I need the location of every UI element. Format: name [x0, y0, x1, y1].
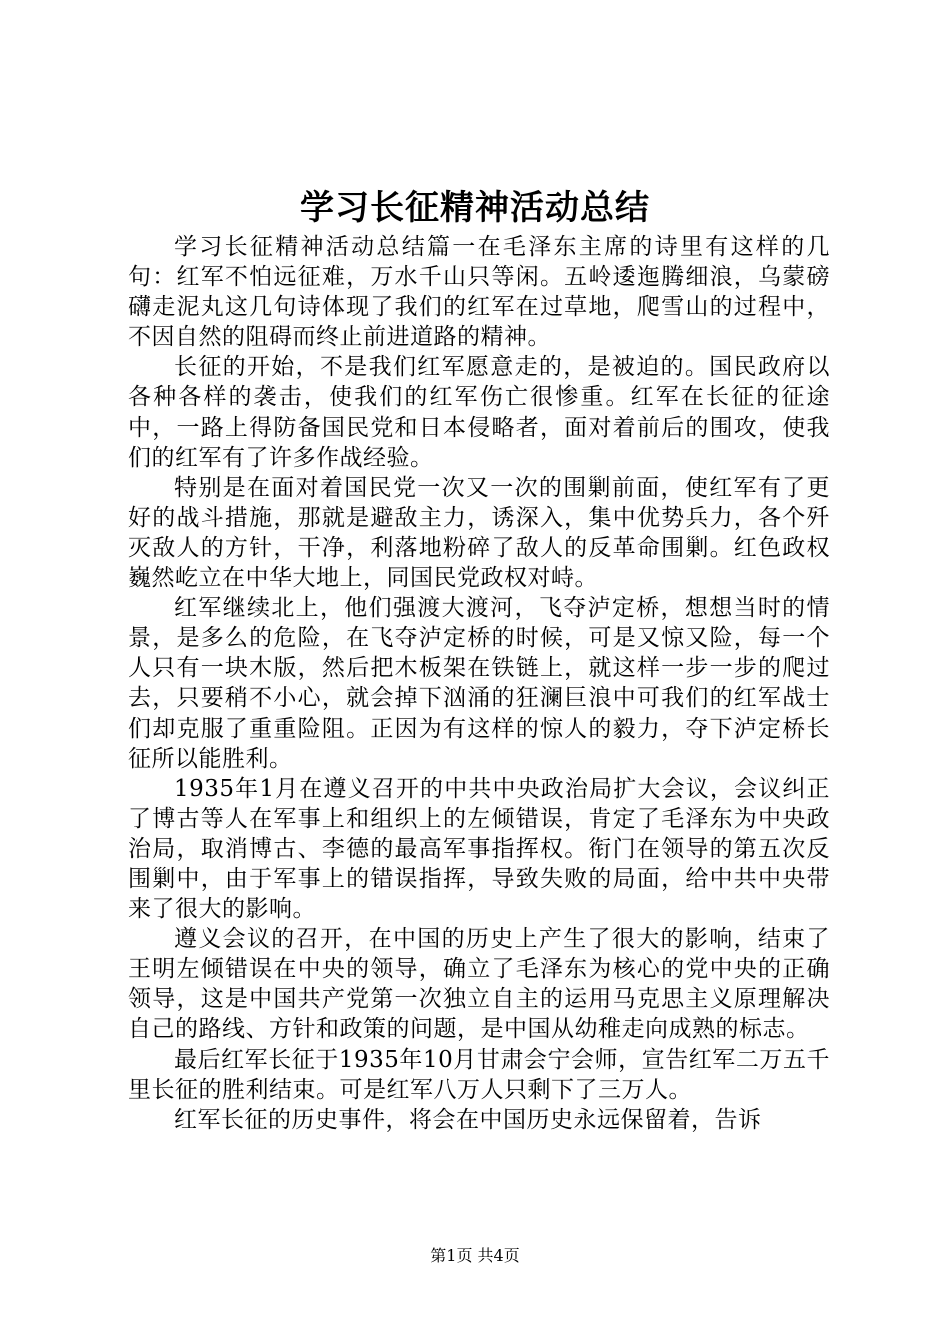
page-number-footer: 第1页 共4页 [430, 1246, 520, 1265]
paragraph: 红军长征的历史事件，将会在中国历史永远保留着，告诉 [174, 1106, 762, 1133]
paragraph: 遵义会议的召开，在中国的历史上产生了很大的影响，结束了王明左倾错误在中央的领导，确立了毛泽东为核心的党中央的正确领导，这是中国共产党第一次独立自主的运用马克思主义原理解决自己的路线、方针和政策的问题，是中国从幼稚走向成熟的标志。 [128, 926, 830, 1043]
paragraph: 最后红军长征于1935年10月甘肃会宁会师，宣告红军二万五千里长征的胜利结束。可是红军八万人只剩下了三万人。 [128, 1046, 830, 1103]
document-title: 学习长征精神活动总结 [300, 188, 650, 228]
paragraph: 特别是在面对着国民党一次又一次的围剿前面，使红军有了更好的战斗措施，那就是避敌主力，诱深入，集中优势兵力，各个歼灭敌人的方针，干净，利落地粉碎了敌人的反革命围剿。红色政权巍然屹立在中华大地上，同国民党政权对峙。 [128, 474, 830, 592]
paragraph: 1935年1月在遵义召开的中共中央政治局扩大会议，会议纠正了博古等人在军事上和组织上的左倾错误，肯定了毛泽东为中央政治局，取消博古、李德的最高军事指挥权。衔门在领导的第五次反围剿中，由于军事上的错误指挥，导致失败的局面，给中共中央带来了很大的影响。 [128, 775, 830, 923]
document-body [128, 232, 830, 1135]
paragraph: 长征的开始，不是我们红军愿意走的，是被迫的。国民政府以各种各样的袭击，使我们的红军伤亡很惨重。红军在长征的征途中，一路上得防备国民党和日本侵略者，面对着前后的围攻，使我们的红军有了许多作战经验。 [128, 354, 830, 471]
paragraph: 学习长征精神活动总结篇一在毛泽东主席的诗里有这样的几句：红军不怕远征难，万水千山只等闲。五岭逶迤腾细浪，乌蒙磅礴走泥丸这几句诗体现了我们的红军在过草地，爬雪山的过程中，不因自然的阻碍而终止前进道路的精神。 [128, 234, 830, 351]
paragraph: 红军继续北上，他们强渡大渡河，飞夺泸定桥，想想当时的情景，是多么的危险，在飞夺泸定桥的时候，可是又惊又险，每一个人只有一块木版，然后把木板架在铁链上，就这样一步一步的爬过去，只要稍不小心，就会掉下汹涌的狂澜巨浪中可我们的红军战士们却克服了重重险阻。正因为有这样的惊人的毅力，夺下泸定桥长征所以能胜利。 [128, 595, 830, 772]
